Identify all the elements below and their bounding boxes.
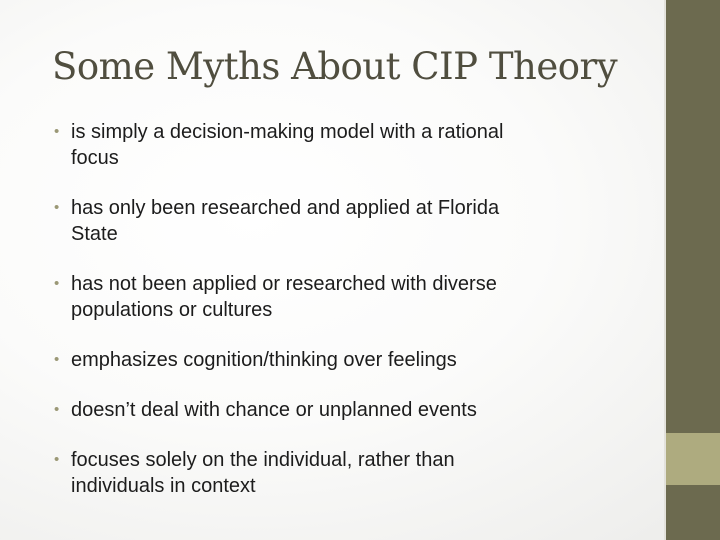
bullet-item	[54, 195, 614, 247]
bullet-item	[54, 347, 614, 373]
bullet-text-line: doesn’t deal with chance or unplanned events	[71, 399, 477, 421]
slide-title: Some Myths About CIP Theory	[52, 45, 618, 88]
bullet-text-line: individuals in context	[71, 475, 256, 497]
bullet-text-line: has not been applied or researched with diverse	[71, 273, 497, 295]
bullet-item	[54, 447, 614, 499]
bullet-dot-icon: •	[54, 275, 60, 292]
bullet-text-line: populations or cultures	[71, 299, 273, 321]
bullet-text-line: State	[71, 223, 118, 245]
bullet-item	[54, 119, 614, 171]
bullet-item	[54, 397, 614, 423]
bullet-list	[54, 119, 614, 523]
bullet-dot-icon: •	[54, 401, 60, 418]
bullet-item	[54, 271, 614, 323]
bullet-dot-icon: •	[54, 199, 60, 216]
bullet-dot-icon: •	[54, 451, 60, 468]
bullet-text-line: is simply a decision-making model with a rational	[71, 121, 504, 143]
decorative-side-bar-accent	[666, 433, 720, 485]
bullet-text-line: emphasizes cognition/thinking over feelings	[71, 349, 457, 371]
bullet-dot-icon: •	[54, 351, 60, 368]
bullet-dot-icon: •	[54, 123, 60, 140]
bullet-text-line: focuses solely on the individual, rather than	[71, 449, 455, 471]
bullet-text-line: has only been researched and applied at Florida	[71, 197, 500, 219]
bullet-text-line: focus	[71, 147, 119, 169]
